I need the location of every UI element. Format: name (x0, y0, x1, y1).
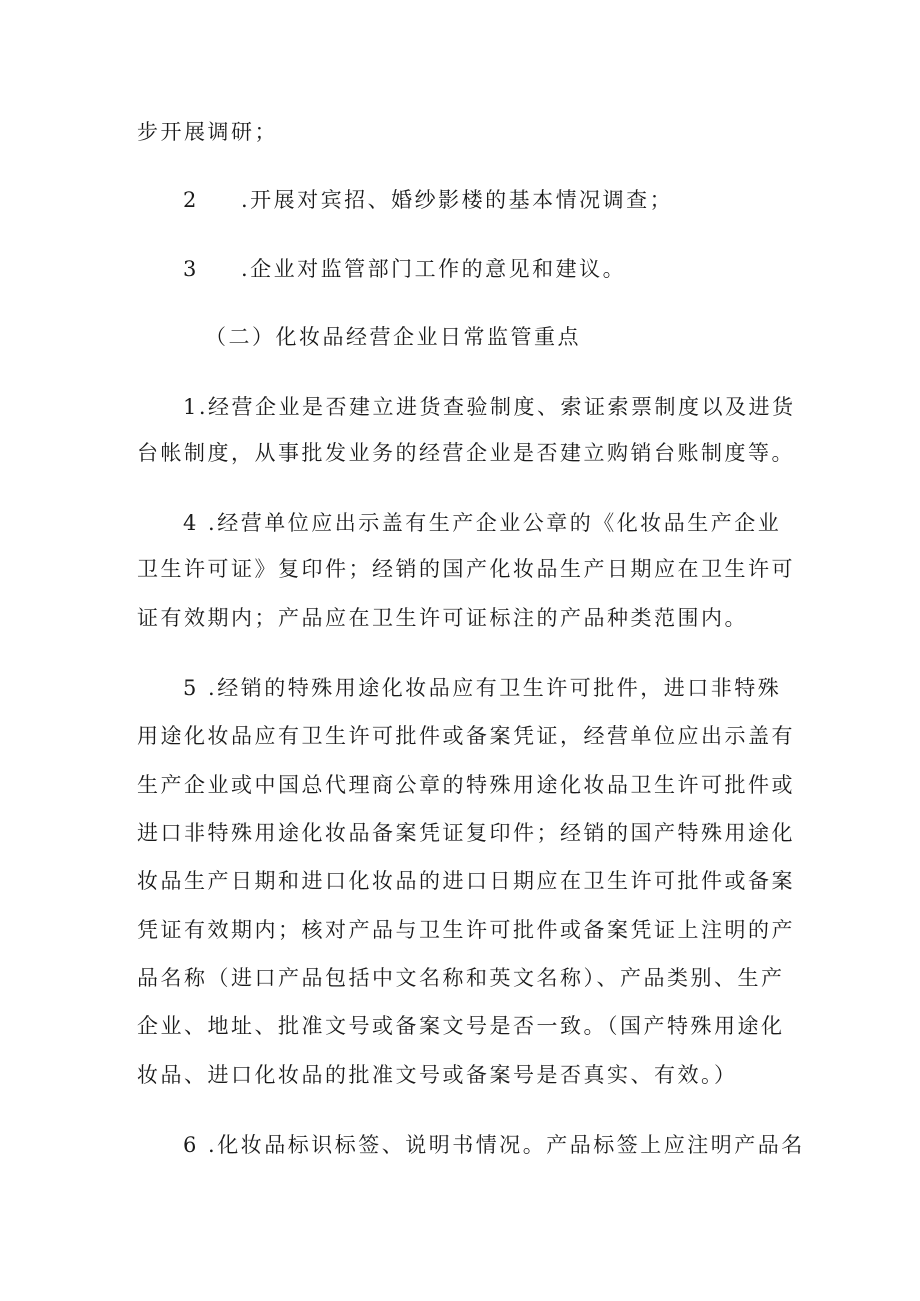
paragraph-line: 凭证有效期内；核对产品与卫生许可批件或备案凭证上注明的产 (137, 918, 795, 942)
item-number: 2 (183, 188, 199, 212)
paragraph-line: 用途化妆品应有卫生许可批件或备案凭证，经营单位应出示盖有 (137, 724, 795, 748)
paragraph-line: 6 .化妆品标识标签、说明书情况。产品标签上应注明产品名 (183, 1133, 805, 1157)
paragraph-line: 生产企业或中国总代理商公章的特殊用途化妆品卫生许可批件或 (137, 773, 795, 797)
paragraph-line: 妆品生产日期和进口化妆品的进口日期应在卫生许可批件或备案 (137, 869, 795, 893)
paragraph-line: 卫生许可证》复印件；经销的国产化妆品生产日期应在卫生许可 (137, 557, 795, 581)
item-number: 3 (183, 257, 199, 281)
paragraph-line: 妆品、进口化妆品的批准文号或备案号是否真实、有效。） (137, 1063, 738, 1087)
section-heading: （二）化妆品经营企业日常监管重点 (205, 325, 581, 349)
paragraph-line: 品名称（进口产品包括中文名称和英文名称）、产品类别、生产 (137, 966, 785, 990)
paragraph-line: 5 .经销的特殊用途化妆品应有卫生许可批件，进口非特殊 (183, 676, 782, 700)
item-text: .企业对监管部门工作的意见和建议。 (241, 257, 627, 281)
item-text: .开展对宾招、婚纱影楼的基本情况调查； (241, 188, 674, 212)
paragraph-line: 进口非特殊用途化妆品备案凭证复印件；经销的国产特殊用途化 (137, 821, 795, 845)
paragraph-line: 企业、地址、批准文号或备案文号是否一致。（国产特殊用途化 (137, 1014, 785, 1038)
paragraph-line: 4 .经营单位应出示盖有生产企业公章的《化妆品生产企业 (183, 511, 782, 535)
list-item-3 (183, 254, 843, 284)
paragraph-line: 步开展调研； (137, 120, 278, 144)
paragraph-line: 1.经营企业是否建立进货查验制度、索证索票制度以及进货 (183, 395, 796, 419)
paragraph-line: 台帐制度，从事批发业务的经营企业是否建立购销台账制度等。 (137, 441, 795, 465)
paragraph-line: 证有效期内；产品应在卫生许可证标注的产品种类范围内。 (137, 606, 748, 630)
list-item-2 (183, 185, 843, 215)
